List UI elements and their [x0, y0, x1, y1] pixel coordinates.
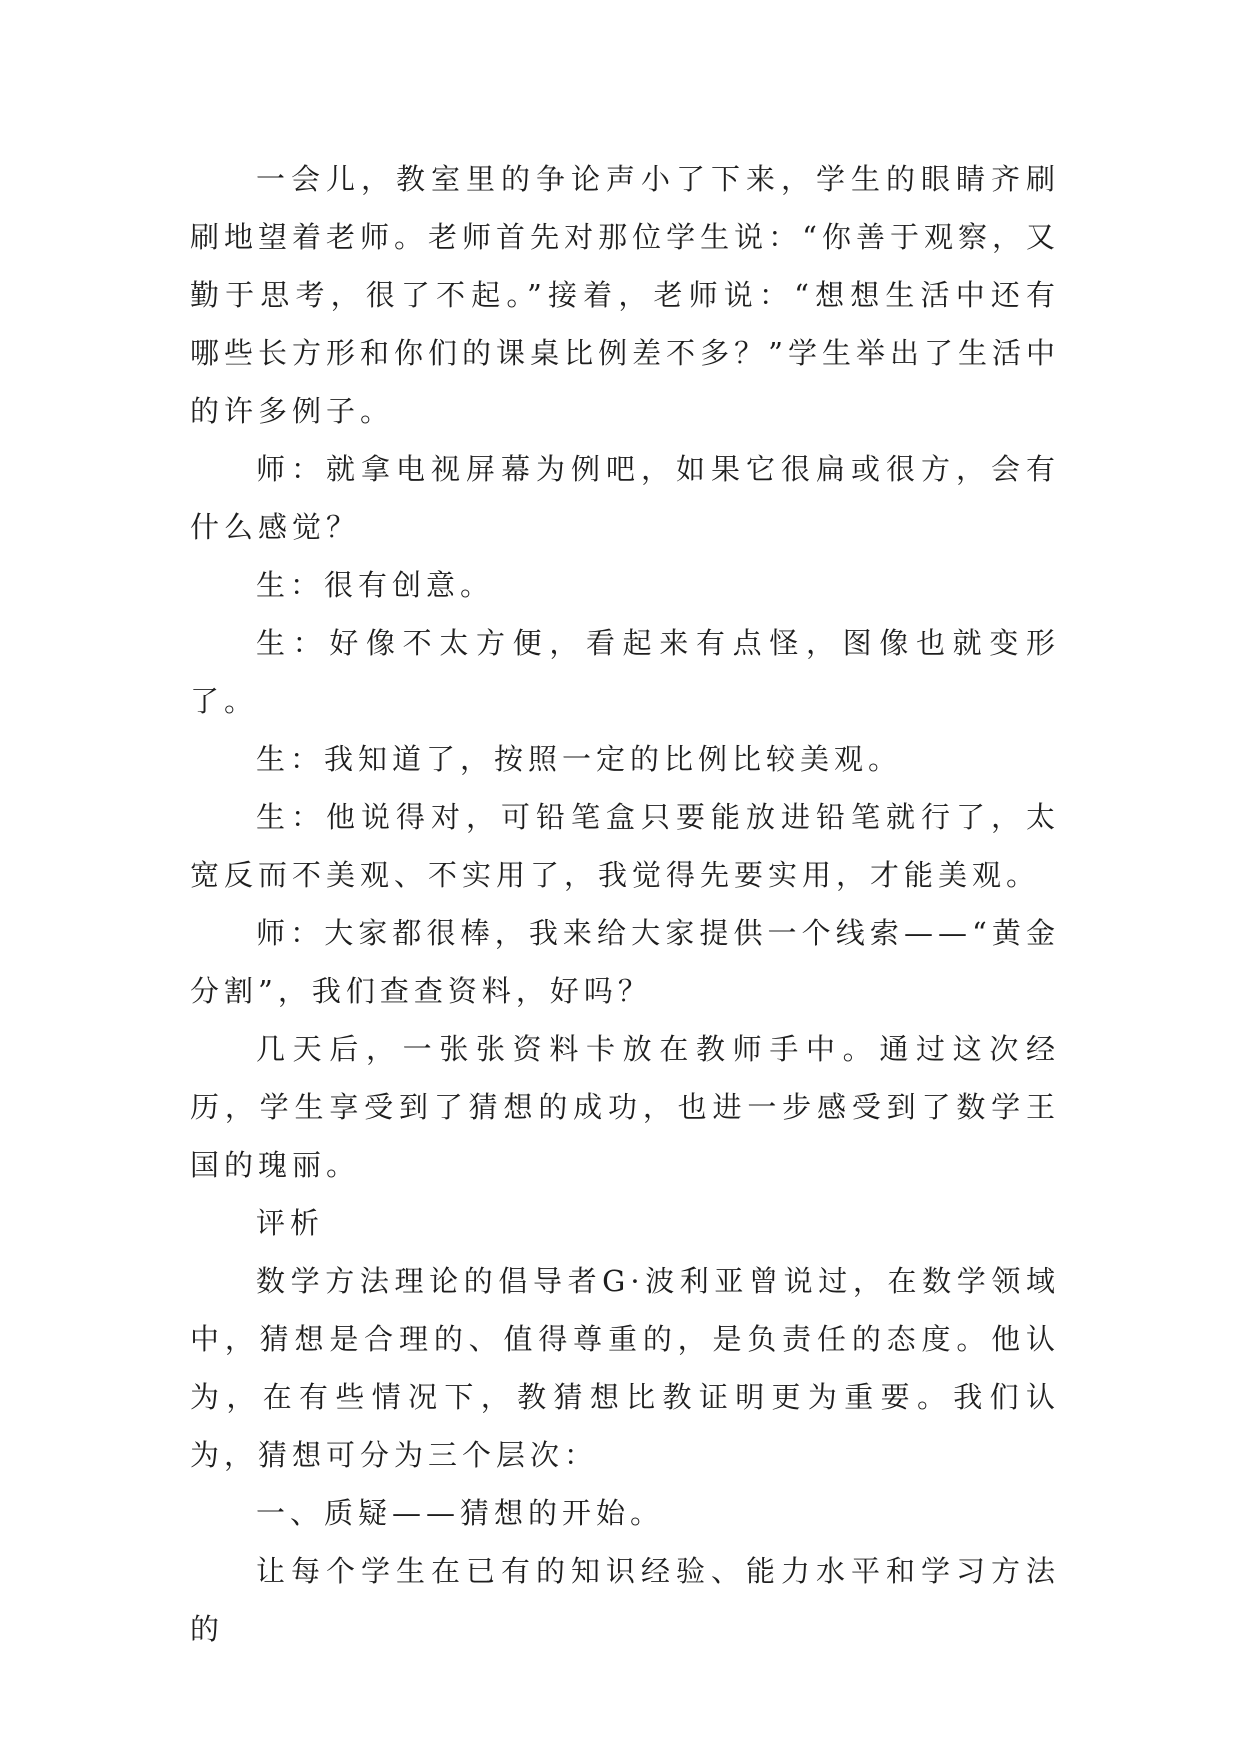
paragraph: 让每个学生在已有的知识经验、能力水平和学习方法的 [190, 1554, 1060, 1646]
paragraph: 一会儿，教室里的争论声小了下来，学生的眼睛齐刷刷地望着老师。老师首先对那位学生说：“你善于观察，又勤于思考，很了不起。”接着，老师说：“想想生活中还有哪些长方形和你们的课桌比例差不多？”学生举出了生活中的许多例子。 [190, 162, 1060, 428]
section-heading: 评析 [256, 1206, 325, 1240]
paragraph: 师：就拿电视屏幕为例吧，如果它很扁或很方，会有什么感觉？ [190, 452, 1060, 544]
paragraph: 几天后，一张张资料卡放在教师手中。通过这次经历，学生享受到了猜想的成功，也进一步感受到了数学王国的瑰丽。 [190, 1032, 1060, 1182]
paragraph: 生：好像不太方便，看起来有点怪，图像也就变形了。 [190, 626, 1060, 718]
paragraph: 一、质疑——猜想的开始。 [256, 1496, 665, 1530]
paragraph: 生：我知道了，按照一定的比例比较美观。 [256, 742, 903, 776]
paragraph: 生：很有创意。 [256, 568, 495, 602]
paragraph: 师：大家都很棒，我来给大家提供一个线索——“黄金分割”，我们查查资料，好吗？ [190, 916, 1060, 1008]
paragraph: 数学方法理论的倡导者G·波利亚曾说过，在数学领域中，猜想是合理的、值得尊重的，是负责任的态度。他认为，在有些情况下，教猜想比教证明更为重要。我们认为，猜想可分为三个层次： [190, 1264, 1060, 1472]
document-body [190, 150, 1060, 1658]
paragraph: 生：他说得对，可铅笔盒只要能放进铅笔就行了，太宽反而不美观、不实用了，我觉得先要实用，才能美观。 [190, 800, 1060, 892]
